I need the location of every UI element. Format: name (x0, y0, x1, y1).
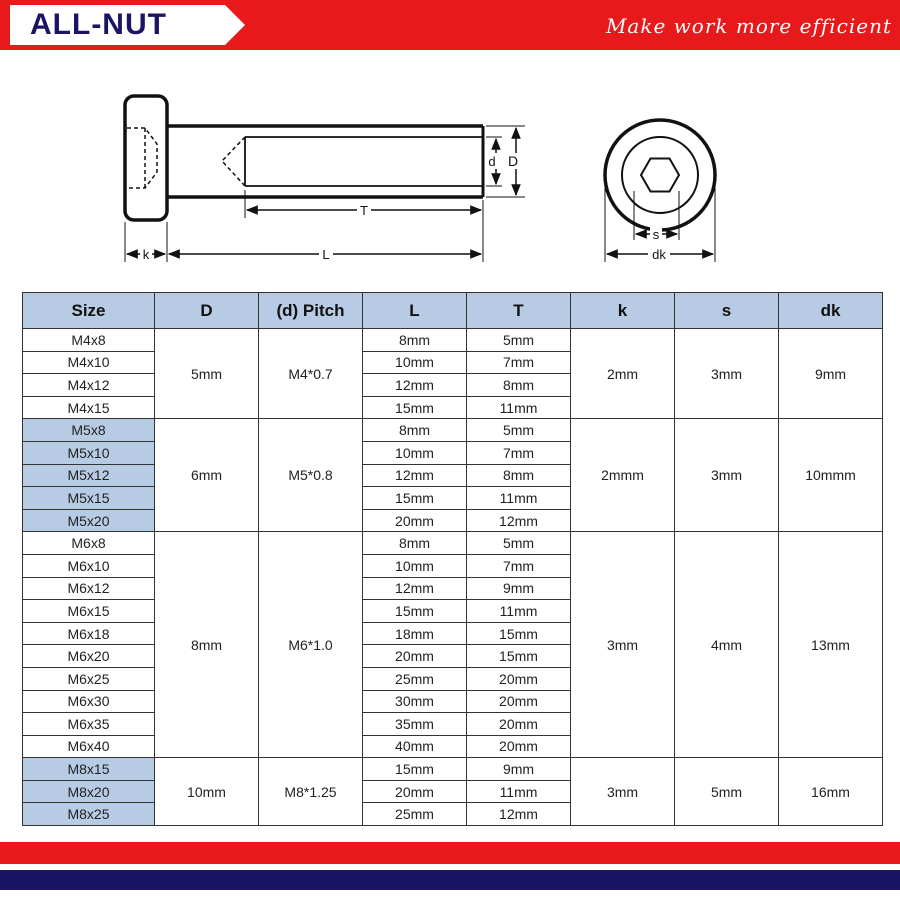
t-cell: 8mm (467, 464, 571, 487)
t-cell: 9mm (467, 577, 571, 600)
size-cell: M8x25 (23, 803, 155, 826)
size-cell: M5x15 (23, 487, 155, 510)
screw-side-view (125, 96, 525, 262)
l-cell: 10mm (363, 441, 467, 464)
t-cell: 7mm (467, 554, 571, 577)
column-header: s (675, 293, 779, 329)
label-T: T (360, 203, 368, 218)
label-dk: dk (652, 247, 666, 262)
column-header: T (467, 293, 571, 329)
t-cell: 15mm (467, 622, 571, 645)
size-cell: M6x40 (23, 735, 155, 758)
l-cell: 10mm (363, 554, 467, 577)
t-cell: 12mm (467, 803, 571, 826)
dk-cell: 9mm (779, 329, 883, 419)
l-cell: 8mm (363, 329, 467, 352)
footer-navy-stripe (0, 870, 900, 890)
dk-cell: 10mmm (779, 419, 883, 532)
t-cell: 15mm (467, 645, 571, 668)
d-cell: 5mm (155, 329, 259, 419)
table-row (23, 329, 883, 352)
label-L: L (322, 247, 330, 262)
l-cell: 20mm (363, 509, 467, 532)
column-header: dk (779, 293, 883, 329)
l-cell: 18mm (363, 622, 467, 645)
size-cell: M5x8 (23, 419, 155, 442)
column-header: L (363, 293, 467, 329)
brand-name: ALL-NUT (30, 8, 167, 41)
size-cell: M5x12 (23, 464, 155, 487)
brand-logo (10, 5, 245, 45)
l-cell: 40mm (363, 735, 467, 758)
screw-dimension-diagram (0, 50, 900, 290)
table-row (23, 758, 883, 781)
t-cell: 11mm (467, 780, 571, 803)
t-cell: 5mm (467, 532, 571, 555)
s-cell: 3mm (675, 419, 779, 532)
table-header (23, 293, 883, 329)
size-cell: M5x20 (23, 509, 155, 532)
t-cell: 20mm (467, 713, 571, 736)
size-cell: M6x12 (23, 577, 155, 600)
t-cell: 9mm (467, 758, 571, 781)
label-s: s (652, 227, 660, 242)
table-row (23, 532, 883, 555)
l-cell: 10mm (363, 351, 467, 374)
dimension-arrows (127, 128, 519, 254)
l-cell: 20mm (363, 645, 467, 668)
size-cell: M4x15 (23, 396, 155, 419)
pitch-cell: M8*1.25 (259, 758, 363, 826)
size-cell: M4x8 (23, 329, 155, 352)
size-cell: M6x35 (23, 713, 155, 736)
t-cell: 20mm (467, 690, 571, 713)
t-cell: 11mm (467, 600, 571, 623)
size-cell: M6x30 (23, 690, 155, 713)
l-cell: 8mm (363, 419, 467, 442)
size-cell: M8x15 (23, 758, 155, 781)
column-header: (d) Pitch (259, 293, 363, 329)
footer-red-stripe (0, 842, 900, 864)
slogan: Make work more efficient (605, 14, 892, 38)
d-cell: 6mm (155, 419, 259, 532)
size-cell: M6x10 (23, 554, 155, 577)
l-cell: 20mm (363, 780, 467, 803)
s-cell: 3mm (675, 329, 779, 419)
t-cell: 5mm (467, 419, 571, 442)
column-header: k (571, 293, 675, 329)
size-cell: M5x10 (23, 441, 155, 464)
size-cell: M4x12 (23, 374, 155, 397)
s-cell: 4mm (675, 532, 779, 758)
l-cell: 12mm (363, 374, 467, 397)
size-cell: M6x8 (23, 532, 155, 555)
t-cell: 20mm (467, 667, 571, 690)
pitch-cell: M4*0.7 (259, 329, 363, 419)
k-cell: 2mm (571, 329, 675, 419)
l-cell: 15mm (363, 396, 467, 419)
spec-table (22, 292, 883, 826)
d-cell: 10mm (155, 758, 259, 826)
l-cell: 12mm (363, 577, 467, 600)
t-cell: 7mm (467, 441, 571, 464)
t-cell: 8mm (467, 374, 571, 397)
t-cell: 5mm (467, 329, 571, 352)
l-cell: 25mm (363, 803, 467, 826)
l-cell: 15mm (363, 487, 467, 510)
t-cell: 11mm (467, 487, 571, 510)
s-cell: 5mm (675, 758, 779, 826)
pitch-cell: M6*1.0 (259, 532, 363, 758)
l-cell: 12mm (363, 464, 467, 487)
k-cell: 3mm (571, 758, 675, 826)
table-body (23, 329, 883, 826)
column-header: D (155, 293, 259, 329)
label-D: D (507, 153, 519, 169)
size-cell: M4x10 (23, 351, 155, 374)
dk-cell: 16mm (779, 758, 883, 826)
t-cell: 11mm (467, 396, 571, 419)
size-cell: M6x20 (23, 645, 155, 668)
table-row (23, 419, 883, 442)
k-cell: 3mm (571, 532, 675, 758)
header-banner (0, 0, 900, 50)
label-k: k (142, 247, 150, 262)
size-cell: M6x15 (23, 600, 155, 623)
t-cell: 12mm (467, 509, 571, 532)
size-cell: M8x20 (23, 780, 155, 803)
t-cell: 20mm (467, 735, 571, 758)
d-cell: 8mm (155, 532, 259, 758)
size-cell: M6x18 (23, 622, 155, 645)
column-header: Size (23, 293, 155, 329)
l-cell: 15mm (363, 758, 467, 781)
l-cell: 25mm (363, 667, 467, 690)
pitch-cell: M5*0.8 (259, 419, 363, 532)
k-cell: 2mmm (571, 419, 675, 532)
dk-cell: 13mm (779, 532, 883, 758)
l-cell: 8mm (363, 532, 467, 555)
l-cell: 35mm (363, 713, 467, 736)
l-cell: 30mm (363, 690, 467, 713)
label-d: d (488, 154, 496, 169)
l-cell: 15mm (363, 600, 467, 623)
size-cell: M6x25 (23, 667, 155, 690)
t-cell: 7mm (467, 351, 571, 374)
